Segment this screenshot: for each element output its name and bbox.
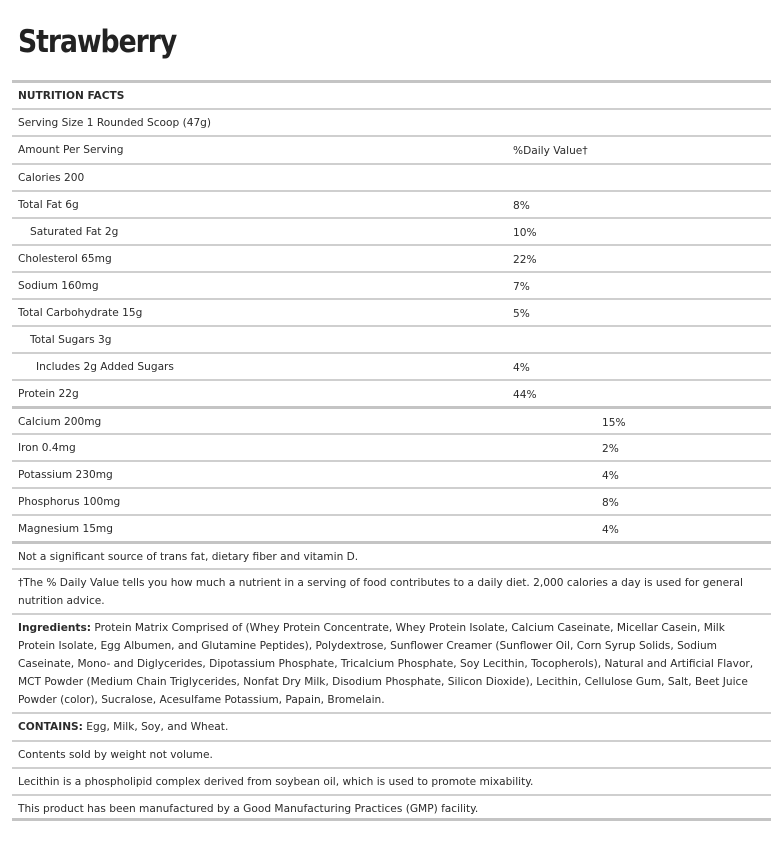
nutrient-dv: 10% [513, 226, 537, 239]
nutrient-label: Sodium 160mg [18, 279, 99, 292]
nutrient-row-added-sugars [12, 352, 771, 379]
nutrient-dv: 22% [513, 253, 537, 266]
mineral-row-iron [12, 433, 771, 460]
nutrient-label: Total Sugars 3g [30, 333, 112, 346]
nutrient-label: Protein 22g [18, 387, 79, 400]
ingredients-block [18, 619, 765, 709]
mineral-dv: 2% [602, 442, 619, 455]
mineral-row-potassium [12, 460, 771, 487]
nutrient-row-total-sugars [12, 325, 771, 352]
weight-note: Contents sold by weight not volume. [18, 748, 213, 761]
serving-size: Serving Size 1 Rounded Scoop (47g) [18, 116, 212, 129]
gmp-note: This product has been manufactured by a Good Manufacturing Practices (GMP) facility. [18, 802, 479, 815]
nutrient-row-protein [12, 379, 771, 406]
ingredients-label: Ingredients: [18, 622, 92, 634]
calories-row [12, 163, 771, 190]
not-significant-row [12, 541, 771, 569]
mineral-row-calcium [12, 406, 771, 433]
nutrient-row-total-carbohydrate [12, 298, 771, 325]
mineral-dv: 4% [602, 523, 619, 536]
nutrient-row-cholesterol [12, 244, 771, 271]
nutrient-dv: 8% [513, 199, 530, 212]
nutrition-facts-heading: NUTRITION FACTS [18, 90, 125, 102]
lecithin-note: Lecithin is a phospholipid complex derived from soybean oil, which is used to promote mixability. [18, 775, 534, 788]
nutrient-dv: 44% [513, 388, 537, 401]
nutrition-facts-header-row [12, 80, 771, 108]
calories: Calories 200 [18, 171, 85, 184]
daily-value-header: %Daily Value† [513, 145, 588, 157]
product-title: Strawberry [18, 24, 177, 60]
serving-size-row [12, 108, 771, 136]
ingredients-row [12, 613, 771, 712]
daily-value-note: †The % Daily Value tells you how much a nutrient in a serving of food contributes to a daily diet. 2,000 calories a day is used for general nutrition advice. [18, 577, 743, 607]
nutrient-row-saturated-fat [12, 217, 771, 244]
ingredients-text: Protein Matrix Comprised of (Whey Protein Concentrate, Whey Protein Isolate, Calcium Caseinate, Micellar Casein, Milk Protein Isolate, Egg Albumen, and Glutamine Peptides), Polydextrose, Sunflower Creamer (Sunflower Oil, Corn Syrup Solids, Sodium Caseinate, Mono- and Diglycerides, Dipotassium Phosphate, Tricalcium Phosphate, Soy Lecithin, Tocopherols), Natural and Artificial Flavor, MCT Powder (Medium Chain Triglycerides, Nonfat Dry Milk, Disodium Phosphate, Silicon Dioxide), Lecithin, Cellulose Gum, Salt, Beet Juice Powder (color), Sucralose, Acesulfame Potassium, Papain, Bromelain. [18, 622, 754, 706]
nutrient-row-total-fat [12, 190, 771, 217]
mineral-label: Potassium 230mg [18, 468, 113, 481]
mineral-label: Phosphorus 100mg [18, 495, 121, 508]
mineral-label: Calcium 200mg [18, 415, 102, 428]
contains-row [12, 712, 771, 740]
amount-per-serving-row [12, 135, 771, 163]
mineral-row-magnesium [12, 514, 771, 541]
lecithin-note-row [12, 767, 771, 794]
daily-value-note-row [12, 568, 771, 613]
mineral-label: Iron 0.4mg [18, 441, 76, 454]
nutrient-dv: 7% [513, 280, 530, 293]
nutrition-facts-table [12, 80, 771, 821]
nutrient-label: Includes 2g Added Sugars [36, 360, 174, 373]
nutrient-label: Total Fat 6g [18, 198, 79, 211]
not-significant-note: Not a significant source of trans fat, dietary fiber and vitamin D. [18, 550, 359, 563]
nutrient-label: Cholesterol 65mg [18, 252, 112, 265]
mineral-label: Magnesium 15mg [18, 522, 113, 535]
nutrient-label: Saturated Fat 2g [30, 225, 119, 238]
contains-label: CONTAINS: [18, 721, 83, 733]
nutrient-row-sodium [12, 271, 771, 298]
nutrient-label: Total Carbohydrate 15g [18, 306, 143, 319]
weight-note-row [12, 740, 771, 767]
nutrient-dv: 5% [513, 307, 530, 320]
mineral-dv: 4% [602, 469, 619, 482]
contains-block [18, 718, 228, 736]
amount-per-serving-label: Amount Per Serving [18, 144, 124, 156]
contains-text: Egg, Milk, Soy, and Wheat. [82, 721, 229, 733]
mineral-dv: 8% [602, 496, 619, 509]
nutrient-dv: 4% [513, 361, 530, 374]
mineral-row-phosphorus [12, 487, 771, 514]
gmp-note-row [12, 794, 771, 821]
mineral-dv: 15% [602, 416, 626, 429]
